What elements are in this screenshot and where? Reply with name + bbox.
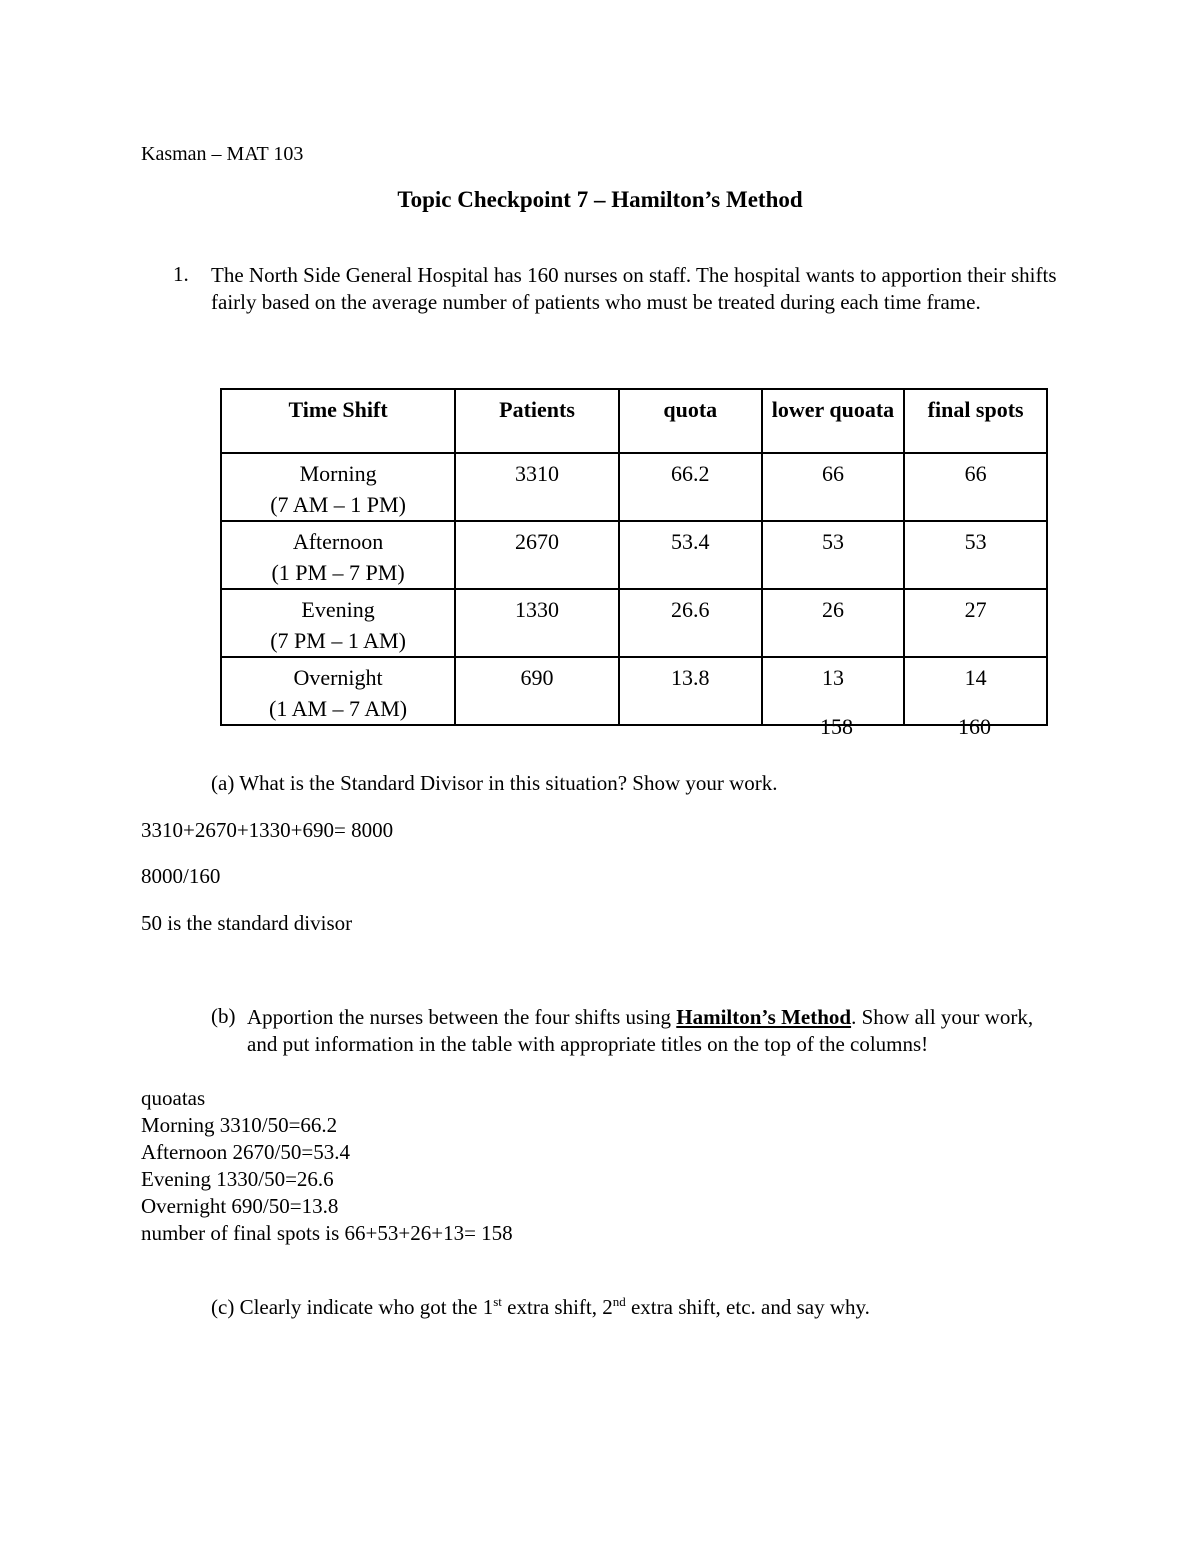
final-spots-cell: 53 <box>904 521 1047 589</box>
part-b-text: Apportion the nurses between the four shifts using <box>247 1005 677 1029</box>
lower-quota-cell: 66 <box>762 453 905 521</box>
final-spots-cell: 27 <box>904 589 1047 657</box>
header-patients: Patients <box>455 389 619 453</box>
table-row <box>221 589 1047 657</box>
part-a-text: What is the Standard Divisor in this situation? Show your work. <box>239 771 778 795</box>
lower-quota-cell: 53 <box>762 521 905 589</box>
part-c-text: extra shift, etc. and say why. <box>625 1295 870 1319</box>
question-text: The North Side General Hospital has 160 nurses on staff. The hospital wants to apportion their shifts fairly based on the average number of patients who must be treated during each time frame. <box>211 263 1057 314</box>
page-title: Topic Checkpoint 7 – Hamilton’s Method <box>397 187 803 212</box>
quota-cell: 26.6 <box>619 589 762 657</box>
part-b-text-end: . Show all your work, and put information in the table with appropriate titles on the top of the columns! <box>247 1005 1034 1056</box>
apportionment-table <box>220 388 1048 726</box>
ordinal-suffix: st <box>493 1294 502 1309</box>
table-row <box>221 657 1047 725</box>
table-row <box>221 453 1047 521</box>
part-b-work <box>141 1085 513 1247</box>
part-b-question <box>247 1004 1047 1058</box>
work-line: Overnight 690/50=13.8 <box>141 1194 339 1218</box>
shift-cell <box>221 657 455 725</box>
question-number: 1. <box>173 262 189 286</box>
lower-quota-cell: 26 <box>762 589 905 657</box>
shift-time: (1 PM – 7 PM) <box>271 560 405 585</box>
work-line: 8000/160 <box>141 864 221 888</box>
quota-cell: 66.2 <box>619 453 762 521</box>
table-header-row <box>221 389 1047 453</box>
shift-name: Afternoon <box>292 529 384 554</box>
header-final-spots: final spots <box>904 389 1047 453</box>
final-spots-cell: 14 <box>904 657 1047 725</box>
document-header: Kasman – MAT 103 <box>141 143 304 165</box>
lower-quota-cell: 13 <box>762 657 905 725</box>
work-line: quoatas <box>141 1086 206 1110</box>
header-quota: quota <box>619 389 762 453</box>
work-line: Evening 1330/50=26.6 <box>141 1167 334 1191</box>
final-spots-total: 160 <box>958 714 991 739</box>
method-name: Hamilton’s Method <box>676 1005 852 1029</box>
shift-time: (7 AM – 1 PM) <box>270 492 406 517</box>
part-a-label: (a) <box>211 771 235 795</box>
part-c-text: Clearly indicate who got the 1 <box>239 1295 494 1319</box>
work-line: Morning 3310/50=66.2 <box>141 1113 338 1137</box>
shift-name: Evening <box>301 597 375 622</box>
table-row <box>221 521 1047 589</box>
ordinal-suffix: nd <box>612 1294 626 1309</box>
work-line: 50 is the standard divisor <box>141 911 353 935</box>
header-time-shift: Time Shift <box>221 389 455 453</box>
quota-cell: 53.4 <box>619 521 762 589</box>
shift-name: Overnight <box>293 665 383 690</box>
patients-cell: 3310 <box>455 453 619 521</box>
shift-cell <box>221 521 455 589</box>
lower-quota-total: 158 <box>820 714 853 739</box>
shift-cell <box>221 453 455 521</box>
shift-name: Morning <box>299 461 377 486</box>
part-c-question <box>211 1294 870 1320</box>
patients-cell: 1330 <box>455 589 619 657</box>
header-lower-quota: lower quoata <box>762 389 905 453</box>
work-line: number of final spots is 66+53+26+13= 158 <box>141 1221 513 1245</box>
part-a-question <box>211 771 778 796</box>
part-b-label: (b) <box>211 1004 236 1028</box>
work-line: 3310+2670+1330+690= 8000 <box>141 818 394 842</box>
final-spots-cell: 66 <box>904 453 1047 521</box>
patients-cell: 2670 <box>455 521 619 589</box>
shift-time: (7 PM – 1 AM) <box>270 628 406 653</box>
work-line: Afternoon 2670/50=53.4 <box>141 1140 350 1164</box>
shift-cell <box>221 589 455 657</box>
shift-time: (1 AM – 7 AM) <box>269 696 408 721</box>
patients-cell: 690 <box>455 657 619 725</box>
part-c-label: (c) <box>211 1295 235 1319</box>
part-c-text: extra shift, 2 <box>501 1295 613 1319</box>
quota-cell: 13.8 <box>619 657 762 725</box>
